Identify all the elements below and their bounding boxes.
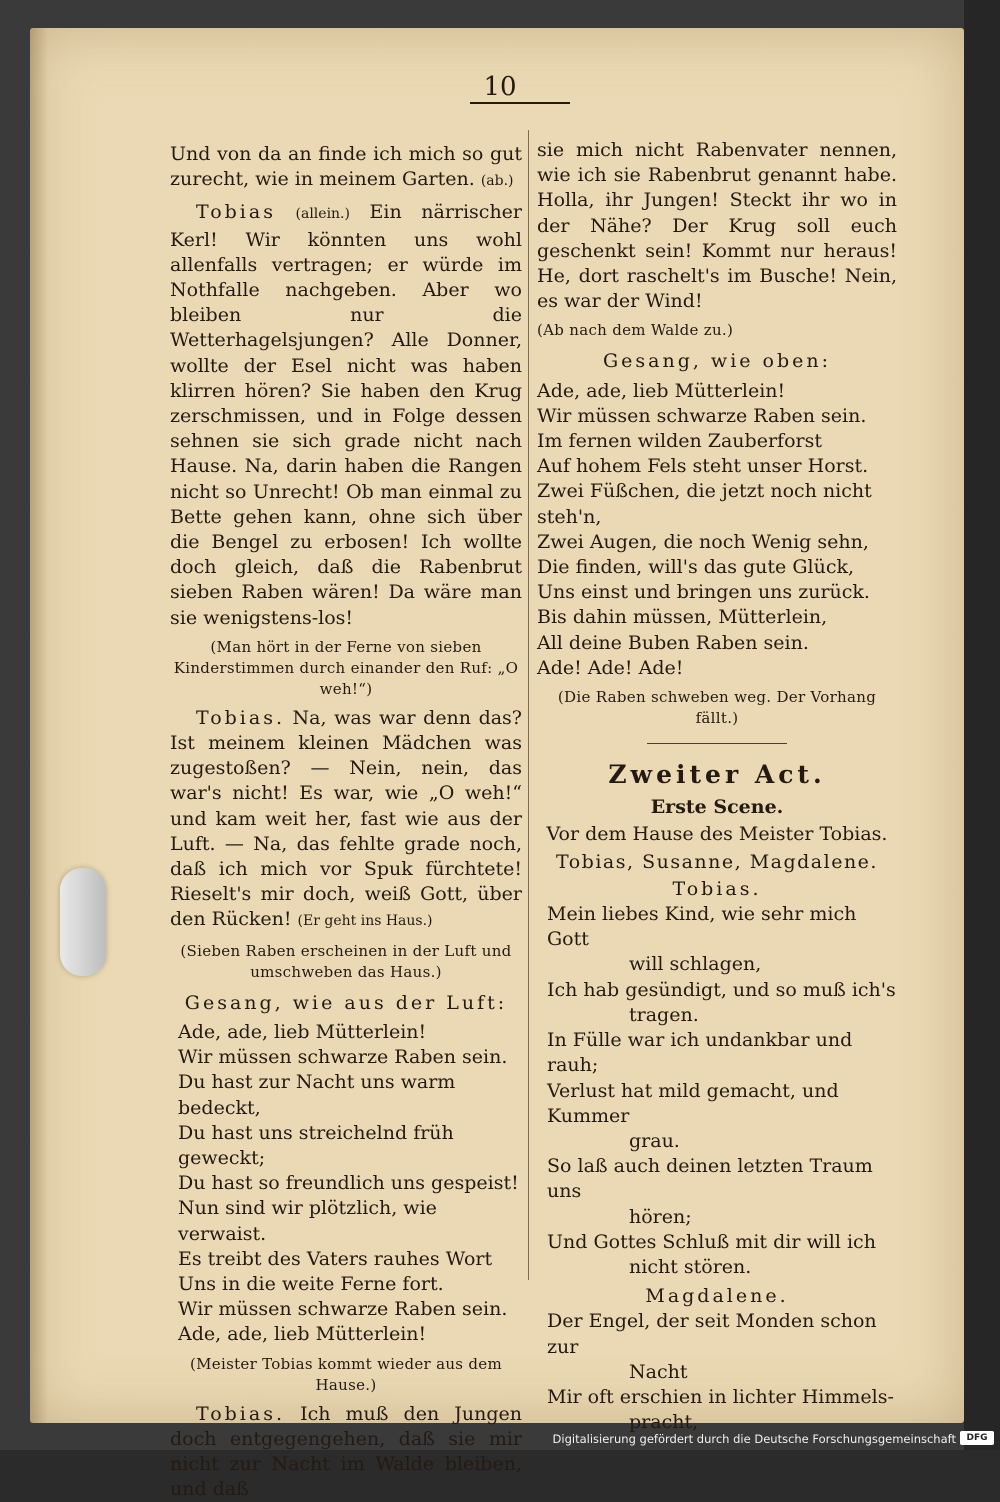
verse-line: grau. <box>629 1129 680 1152</box>
speaker-name: Tobias. <box>672 877 762 900</box>
verse-line: Ich hab gesündigt, und so muß ich's <box>547 978 896 1001</box>
scan-edge <box>964 0 1000 1450</box>
stage-direction-block: (Die Raben schweben weg. Der Vorhang fällt.) <box>557 688 877 728</box>
dfg-logo: DFG <box>960 1431 994 1445</box>
page-gutter-shadow <box>30 28 48 1423</box>
stage-direction-block: (Meister Tobias kommt wieder aus dem Hause.) <box>190 1354 502 1394</box>
song-heading: Gesang, wie aus der Luft: <box>184 991 508 1014</box>
verse-line: nicht stören. <box>629 1255 752 1278</box>
paragraph-text: Und von da an finde ich mich so gut zurecht, wie in meinem Garten. <box>170 143 522 191</box>
verse-line: In Fülle war ich undankbar und rauh; <box>547 1029 853 1077</box>
scene-title: Erste Scene. <box>650 796 784 819</box>
song-line: Uns in die weite Ferne fort. <box>178 1272 444 1295</box>
column-divider <box>528 130 529 1280</box>
song-line: Zwei Füßchen, die jetzt noch nicht steh'n, <box>537 480 872 528</box>
paragraph-text: Na, was war denn das? Ist meinem kleinen Mädchen was zugestoßen? — Nein, nein, das war's nicht! Es war, wie „O weh!“ und kam weit her, fast wie aus der Luft. — Na, das fehlte grade noch, daß ich mich vor Spuk fürchtete! Rieselt's mir doch, weiß Gott, über den Rücken! <box>170 706 522 931</box>
speaker-name: Tobias <box>196 201 276 224</box>
song-line: Auf hohem Fels steht unser Horst. <box>537 455 869 478</box>
song-line: Zwei Augen, die noch Wenig sehn, <box>537 530 869 553</box>
scene-setting: Vor dem Hause des Meister Tobias. <box>546 823 888 846</box>
left-column <box>170 142 522 1502</box>
character-list: Tobias, Susanne, Magdalene. <box>556 850 878 873</box>
verse-line: Der Engel, der seit Monden schon zur <box>547 1310 877 1358</box>
verse-line: Verlust hat mild gemacht, und Kummer <box>547 1079 839 1127</box>
song-line: Wir müssen schwarze Raben sein. <box>537 404 867 427</box>
song-line: Bis dahin müssen, Mütterlein, <box>537 606 828 629</box>
song-line: Wir müssen schwarze Raben sein. <box>178 1298 508 1321</box>
verse-line: will schlagen, <box>629 953 762 976</box>
speech-verse-tobias <box>537 902 897 1280</box>
song-line: Nun sind wir plötzlich, wie verwaist. <box>178 1197 437 1245</box>
song-line: Ade, ade, lieb Mütterlein! <box>178 1323 427 1346</box>
song-line: Du hast zur Nacht uns warm bedeckt, <box>178 1071 456 1119</box>
song-line: Du hast so freundlich uns gespeist! <box>178 1172 519 1195</box>
page-number: 10 <box>483 72 517 102</box>
digitization-footer <box>0 1428 1000 1450</box>
left-paragraph-2 <box>170 200 522 630</box>
speaker-name: Tobias. <box>196 706 285 729</box>
left-paragraph-1 <box>170 142 522 194</box>
song-line: Uns einst und bringen uns zurück. <box>537 581 870 604</box>
song-line: Ade! Ade! Ade! <box>537 656 684 679</box>
right-paragraph-1 <box>537 138 897 314</box>
page-number-rule <box>470 102 570 104</box>
song-line: Du hast uns streichelnd früh geweckt; <box>178 1121 454 1169</box>
left-paragraph-3 <box>170 706 522 935</box>
song-line: Es treibt des Vaters rauhes Wort <box>178 1247 493 1270</box>
verse-line: tragen. <box>629 1003 699 1026</box>
verse-line: Nacht <box>629 1360 688 1383</box>
right-column <box>537 138 897 1435</box>
verse-line: Mir oft erschien in lichter Himmels- <box>547 1385 894 1408</box>
song-line: Im fernen wilden Zauberforst <box>537 430 822 453</box>
left-paragraph-4 <box>170 1402 522 1502</box>
stage-direction: (Er geht ins Haus.) <box>297 913 433 930</box>
speech-verse-magdalene <box>537 1309 897 1435</box>
paragraph-text: Ich muß den Jungen doch entgegengehen, daß sie mir nicht zur Nacht im Walde bleiben, und daß <box>170 1402 522 1501</box>
stage-direction: (allein.) <box>295 206 350 223</box>
paragraph-text: sie mich nicht Rabenvater nennen, wie ich sie Rabenbrut genannt habe. Holla, ihr Jungen! Steckt ihr wo in der Nähe? Der Krug soll euch geschenkt sein! Kommt nur heraus! He, dort raschelt's im Busche! Nein, es war der Wind! <box>537 139 897 313</box>
stage-direction-block: (Ab nach dem Walde zu.) <box>537 321 734 340</box>
act-title: Zweiter Act. <box>608 760 826 790</box>
song-verse <box>170 1020 522 1348</box>
verse-line: Und Gottes Schluß mit dir will ich <box>547 1230 876 1253</box>
page-clip <box>60 868 106 976</box>
speaker-name: Magdalene. <box>645 1285 789 1308</box>
verse-line: Mein liebes Kind, wie sehr mich Gott <box>547 903 857 951</box>
verse-line: hören; <box>629 1205 692 1228</box>
stage-direction: (ab.) <box>480 173 514 190</box>
stage-direction-block: (Man hört in der Ferne von sieben Kinderstimmen durch einander den Ruf: „O weh!“) <box>173 637 519 698</box>
speaker-name: Tobias. <box>196 1402 285 1425</box>
song-verse <box>537 379 897 681</box>
verse-line: pracht, <box>629 1411 699 1434</box>
song-heading: Gesang, wie oben: <box>602 350 832 373</box>
verse-line: So laß auch deinen letzten Traum uns <box>547 1155 873 1203</box>
song-line: Wir müssen schwarze Raben sein. <box>178 1046 508 1069</box>
song-line: Ade, ade, lieb Mütterlein! <box>537 379 786 402</box>
song-line: Die finden, will's das gute Glück, <box>537 556 855 579</box>
stage-direction-block: (Sieben Raben erscheinen in der Luft und umschweben das Haus.) <box>180 941 512 981</box>
song-line: All deine Buben Raben sein. <box>537 631 809 654</box>
paragraph-text: Ein närrischer Kerl! Wir könnten uns wohl allenfalls vertragen; er würde im Nothfalle nachgeben. Aber wo bleiben nur die Wetterhagelsjungen? Alle Donner, wollte der Esel nicht was haben klirren hören? Sie haben den Krug zerschmissen, und in Folge dessen sehnen sie sich grade nicht nach Hause. Na, darin haben die Rangen nicht so Unrecht! Ob man einmal zu Bette gehen kann, ohne sich über die Bengel zu erbosen! Ich wollte doch gleich, daß die Rabenbrut sieben Raben wären! Da wäre man sie wenigstens-los! <box>170 201 523 629</box>
act-separator-rule <box>647 743 787 744</box>
footer-credit: Digitalisierung gefördert durch die Deutsche Forschungsgemeinschaft <box>552 1432 956 1446</box>
song-line: Ade, ade, lieb Mütterlein! <box>178 1020 427 1043</box>
